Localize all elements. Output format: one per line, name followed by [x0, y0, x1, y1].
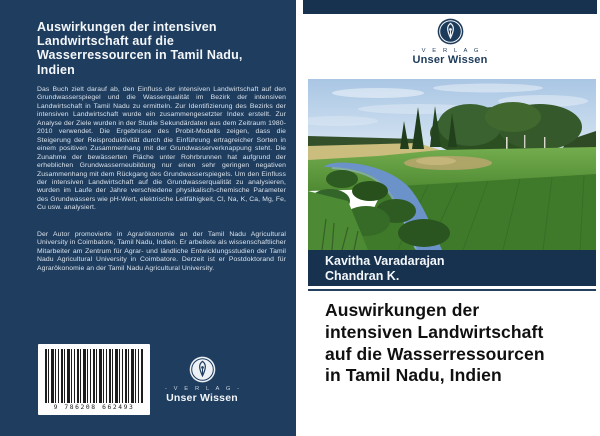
author-bio-text: Der Autor promovierte in Agrarökonomie an der Tamil Nadu Agricultural University in Coimbatore, Tamil Nadu, Indien. Er arbeitete als wissenschaftlicher Mitarbeiter am Zentrum für Agrar- und ländliche Entwicklungsstudien der Tamil Nadu Agricultural University in Coimbatore. Derzeit ist er Postdoktorand für Agrarökonomie an der Tamil Nadu Agricultural University. [37, 231, 286, 272]
back-title [37, 20, 289, 77]
back-title-line: Wasserressourcen in Tamil Nadu, [37, 48, 243, 63]
author-name: Kavitha Varadarajan [325, 254, 445, 268]
front-title [325, 300, 587, 387]
publisher-tagline: - V E R L A G - [164, 386, 242, 392]
abstract-text: Das Buch zielt darauf ab, den Einfluss der intensiven Landwirtschaft auf den Grundwasserspiegel und die Wasserqualität im Bezirk der intensiven Landwirtschaft in Tamil Nadu zu ermitteln. Zur Identifizierung des Bezirks der intensiven Landwirtschaft wurde ein zusammengesetzter Index erstellt. Zur Analyse der Ziele wurden in der Studie Sekundärdaten aus dem Zeitraum 1980-2010 verwendet. Die Ergebnisse des Probit-Modells zeigen, dass die Steigerung der Reisproduktivität durch die Einführung ertragreicher Sorten in einem positiven Zusammenhang mit der Grundwasserverknappung steht. Die Zunahme der bewässerten Fläche unter Rohrbrunnen hat aufgrund der erheblichen Grundwasserneubildung nur einen sehr geringen negativen Zusammenhang mit dem Rückgang des Grundwasserspiegels. Um den Einfluss der intensiven Landwirtschaft auf die Grundwasserqualität zu analysieren, wurden im Laufe der Jahre verschiedene physikalisch-chemische Parameter des Grundwassers wie pH-Wert, elektrische Leitfähigkeit, Cl, Na, K, Ca, Mg, Fe, Cu usw. analysiert. [37, 86, 286, 212]
publisher-name: Unser Wissen [412, 54, 488, 66]
cover-photo [308, 79, 596, 250]
author-name: Chandran K. [325, 269, 400, 283]
back-title-line: Auswirkungen der intensiven [37, 20, 217, 34]
publisher-logo-back [148, 356, 256, 404]
front-title-line: Auswirkungen der [325, 300, 480, 320]
barcode-bars-icon [45, 349, 143, 403]
pen-nib-icon [437, 18, 464, 45]
barcode-digits: 9 786208 662493 [45, 403, 143, 412]
front-title-line: in Tamil Nadu, Indien [325, 365, 502, 386]
isbn-barcode [38, 344, 150, 415]
back-cover [0, 0, 296, 436]
back-title-line: Indien [37, 62, 76, 77]
publisher-name: Unser Wissen [166, 392, 238, 404]
photo-bare-patch [404, 156, 492, 170]
front-title-line: intensiven Landwirtschaft [325, 321, 544, 342]
back-title-line: Landwirtschaft auf die [37, 34, 175, 49]
front-title-line: auf die Wasserressourcen [325, 343, 545, 364]
author-bar-underline [308, 289, 596, 291]
author-bar [308, 250, 596, 286]
publisher-tagline: - V E R L A G - [412, 48, 490, 54]
pen-nib-icon [189, 356, 216, 383]
publisher-logo-front [300, 18, 600, 66]
front-top-bar [303, 0, 597, 14]
